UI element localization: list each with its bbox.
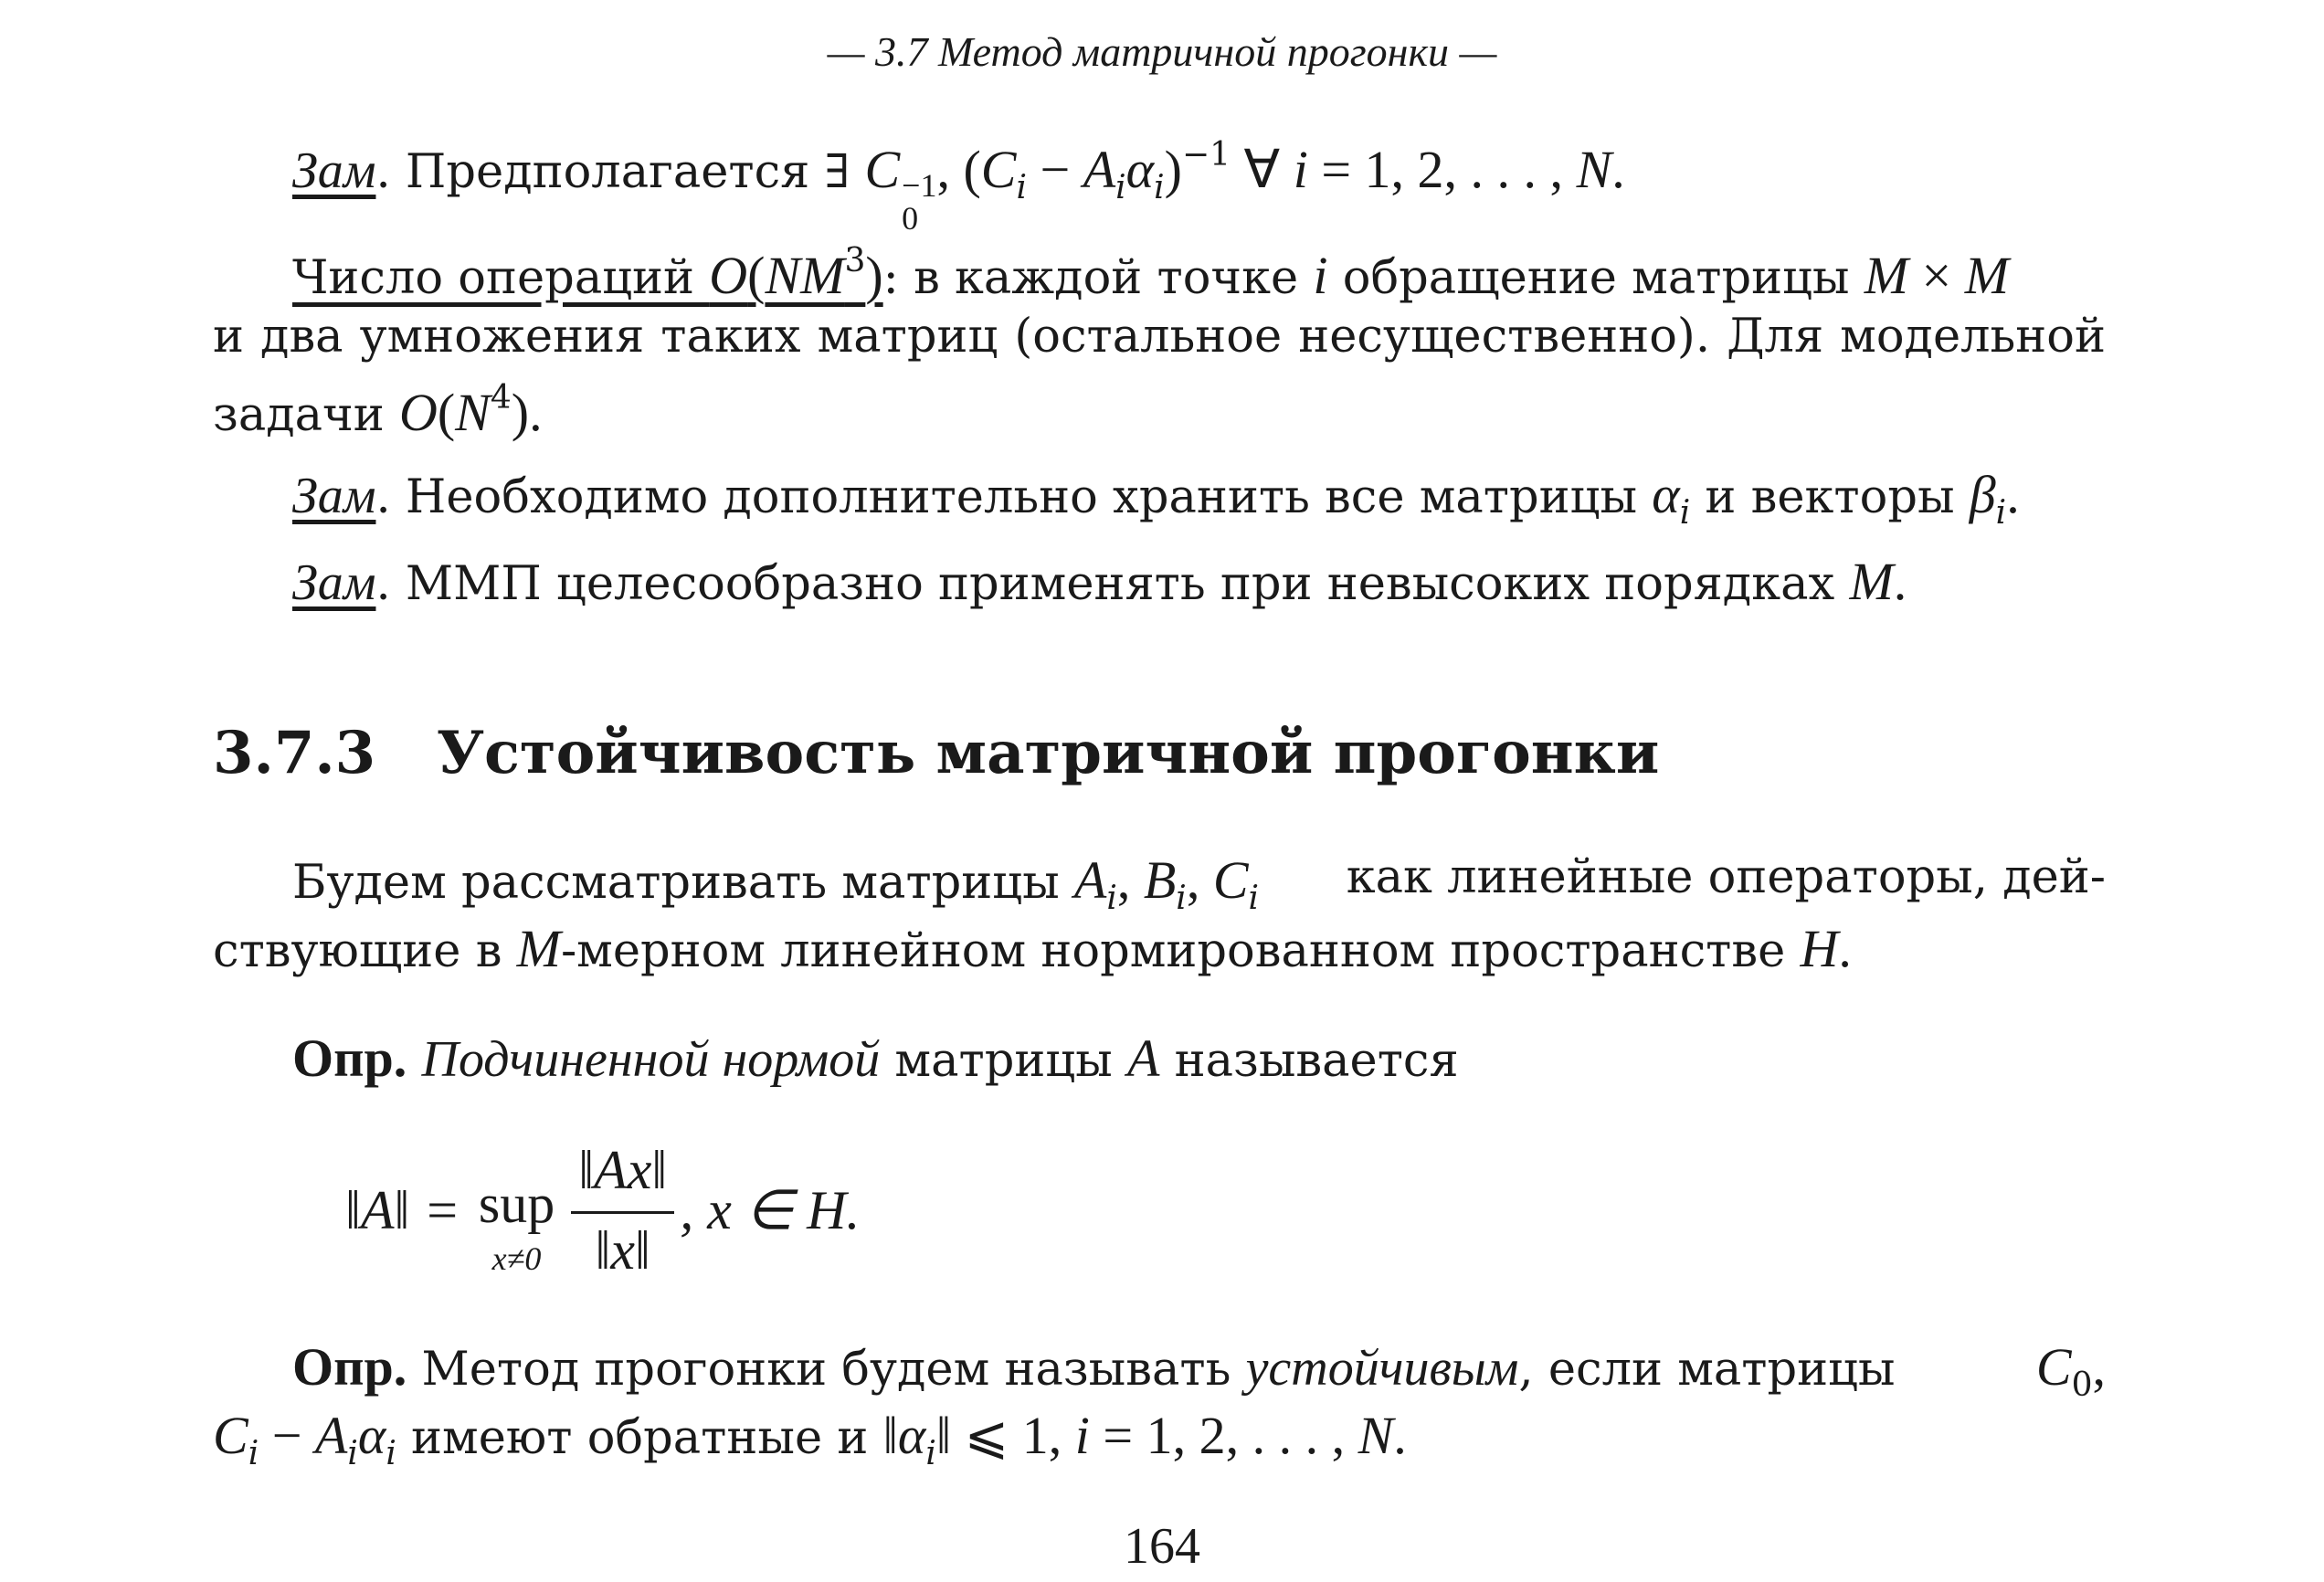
defined-term: Подчиненной нормой xyxy=(421,1031,881,1088)
remark-usage: Зам. ММП целесообразно применять при невысоких порядках M. xyxy=(292,552,1907,611)
operators-line-2: ствующие в M-мерном линейном нормированном пространстве H. xyxy=(213,919,1852,978)
remark-label: Зам xyxy=(292,142,376,199)
remark-storage: Зам. Необходимо дополнительно хранить все матрицы $\alpha_i$ и векторы $\beta_i$. xyxy=(292,465,2020,532)
definition-label: Опр. xyxy=(292,1337,407,1397)
remark-label: Зам xyxy=(292,554,376,611)
running-header: — 3.7 Метод матричной прогонки — xyxy=(827,28,1497,75)
formula-lhs: ‖A‖ = xyxy=(345,1179,460,1240)
definition-stability-line-1: Опр. Метод прогонки будем называть устойчивым, если матрицы $C_0$, xyxy=(292,1337,2106,1404)
norm-fraction xyxy=(571,1139,674,1282)
definition-stability-line-2: $C_i - A_i\alpha_i$ имеют обратные и $‖\alpha_i‖$ ⩽ 1, i = 1, 2, . . . , N. xyxy=(213,1406,1407,1472)
sup-limit: x≠0 xyxy=(491,1239,542,1277)
remark-label: Зам xyxy=(292,468,376,524)
norm-formula xyxy=(345,1137,860,1283)
section-number: 3.7.3 xyxy=(213,719,376,787)
sup-operator: sup x≠0 xyxy=(478,1173,555,1277)
operations-line-3: задачи $O(N^4)$. xyxy=(213,379,543,442)
section-title: Устойчивость матричной прогонки xyxy=(437,719,1660,787)
definition-label: Опр. xyxy=(292,1028,407,1088)
operators-line-1: Будем рассматривать матрицы $A_i$, $B_i$, $C_i$ как линейные операторы, дей- xyxy=(292,850,2106,917)
operations-line-2: и два умножения таких матриц (остальное несущественно). Для модельной xyxy=(213,310,2106,364)
fraction-denominator: ‖x‖ xyxy=(595,1219,650,1281)
definition-subordinate-norm: Опр. Подчиненной нормой матрицы A называется xyxy=(292,1028,1459,1088)
fraction-numerator: ‖Ax‖ xyxy=(571,1139,674,1214)
operations-line-1: Число операций $O(NM^3)$: в каждой точке i обращение матрицы M × M xyxy=(292,242,2010,305)
remark-existence: Зам. Предполагается ∃ C −1 0 , $(C_i - A_i\alpha_i)^{-1}$ ∀ i = 1, 2, . . . , N. xyxy=(292,136,1625,237)
section-heading xyxy=(213,719,1660,787)
page-number: 164 xyxy=(1124,1518,1200,1575)
formula-rest: , x ∈ H. xyxy=(680,1180,861,1240)
defined-term: устойчивым xyxy=(1245,1340,1519,1397)
operations-count-underlined: Число операций $O(NM^3)$ xyxy=(292,242,883,305)
